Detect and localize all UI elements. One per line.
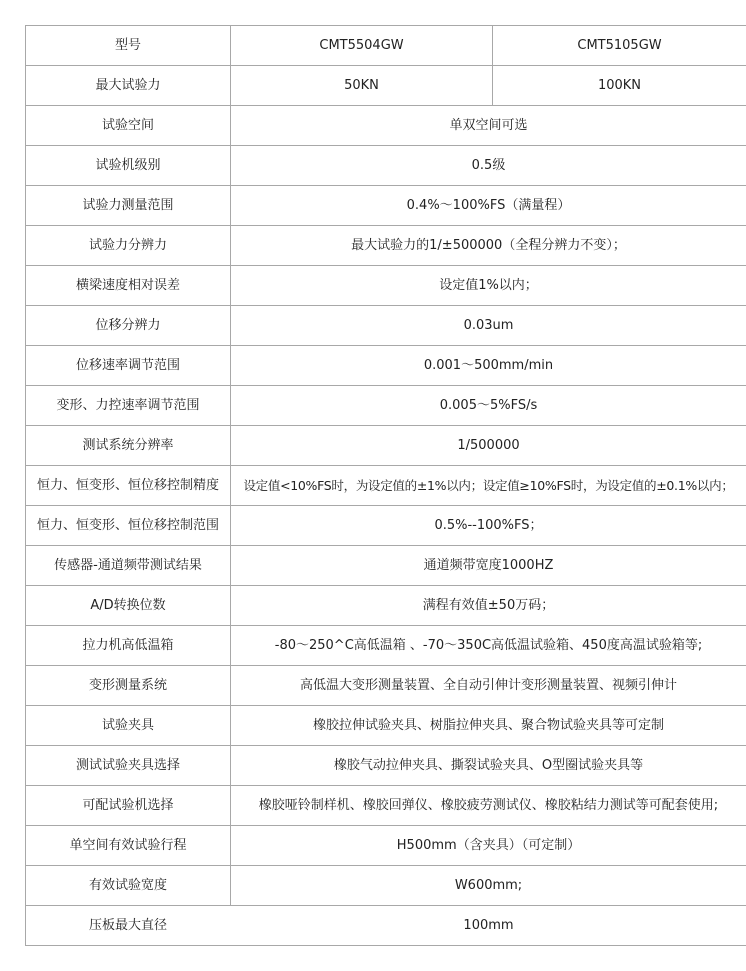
row-label: 变形、力控速率调节范围 [26, 386, 231, 426]
row-value: 0.001～500mm/min [231, 346, 746, 386]
row-label: 拉力机高低温箱 [26, 626, 231, 666]
row-value: 设定值<10%FS时，为设定值的±1%以内；设定值≥10%FS时，为设定值的±0.1%以内； [231, 466, 746, 506]
row-value: 橡胶气动拉伸夹具、撕裂试验夹具、O型圈试验夹具等 [231, 746, 746, 786]
row-label: 测试试验夹具选择 [26, 746, 231, 786]
model-b-cell: CMT5105GW [493, 26, 746, 66]
row-label: 可配试验机选择 [26, 786, 231, 826]
row-value: 0.4%～100%FS（满量程） [231, 186, 746, 226]
table-row [26, 626, 746, 666]
row-label: 单空间有效试验行程 [26, 826, 231, 866]
row-value: 满程有效值±50万码； [231, 586, 746, 626]
table-row [26, 906, 746, 946]
row-label: 试验力分辨力 [26, 226, 231, 266]
row-label: 传感器-通道频带测试结果 [26, 546, 231, 586]
table-row [26, 306, 746, 346]
spec-table [25, 25, 746, 946]
row-value: 最大试验力的1/±500000（全程分辨力不变）； [231, 226, 746, 266]
row-value: 高低温大变形测量装置、全自动引伸计变形测量装置、视频引伸计 [231, 666, 746, 706]
row-label: 试验机级别 [26, 146, 231, 186]
row-label: 有效试验宽度 [26, 866, 231, 906]
table-row [26, 346, 746, 386]
table-row [26, 666, 746, 706]
row-value: 0.005～5%FS/s [231, 386, 746, 426]
row-label: 横梁速度相对误差 [26, 266, 231, 306]
table-row [26, 826, 746, 866]
row-label: 位移分辨力 [26, 306, 231, 346]
table-row [26, 546, 746, 586]
row-label: 变形测量系统 [26, 666, 231, 706]
table-row [26, 506, 746, 546]
row-label: 压板最大直径 [26, 906, 231, 946]
max-force-b-cell: 100KN [493, 66, 746, 106]
table-row [26, 146, 746, 186]
table-row [26, 746, 746, 786]
table-row-max-force [26, 66, 746, 106]
row-value: 单双空间可选 [231, 106, 746, 146]
row-value: -80～250^C高低温箱 、-70～350C高低温试验箱、450度高温试验箱等; [231, 626, 746, 666]
row-label: 试验空间 [26, 106, 231, 146]
row-label: 试验力测量范围 [26, 186, 231, 226]
row-label: 恒力、恒变形、恒位移控制范围 [26, 506, 231, 546]
row-value: 通道频带宽度1000HZ [231, 546, 746, 586]
row-label: A/D转换位数 [26, 586, 231, 626]
row-value: 1/500000 [231, 426, 746, 466]
max-force-a-cell: 50KN [231, 66, 493, 106]
table-row [26, 106, 746, 146]
row-value: 橡胶拉伸试验夹具、树脂拉伸夹具、聚合物试验夹具等可定制 [231, 706, 746, 746]
row-value: W600mm; [231, 866, 746, 906]
row-label: 位移速率调节范围 [26, 346, 231, 386]
table-row [26, 786, 746, 826]
row-value: 0.5级 [231, 146, 746, 186]
row-value: 0.03um [231, 306, 746, 346]
row-value: 100mm [231, 906, 746, 946]
table-row [26, 186, 746, 226]
row-label-max-force: 最大试验力 [26, 66, 231, 106]
table-row [26, 866, 746, 906]
table-row [26, 706, 746, 746]
table-row [26, 426, 746, 466]
row-value: 0.5%--100%FS； [231, 506, 746, 546]
table-row [26, 466, 746, 506]
row-label: 试验夹具 [26, 706, 231, 746]
row-label-model: 型号 [26, 26, 231, 66]
table-row [26, 386, 746, 426]
row-value: H500mm（含夹具）（可定制） [231, 826, 746, 866]
row-label: 恒力、恒变形、恒位移控制精度 [26, 466, 231, 506]
row-label: 测试系统分辨率 [26, 426, 231, 466]
row-value: 设定值1%以内； [231, 266, 746, 306]
table-row [26, 266, 746, 306]
table-row [26, 586, 746, 626]
model-a-cell: CMT5504GW [231, 26, 493, 66]
table-row-model [26, 26, 746, 66]
table-row [26, 226, 746, 266]
row-value: 橡胶哑铃制样机、橡胶回弹仪、橡胶疲劳测试仪、橡胶粘结力测试等可配套使用; [231, 786, 746, 826]
